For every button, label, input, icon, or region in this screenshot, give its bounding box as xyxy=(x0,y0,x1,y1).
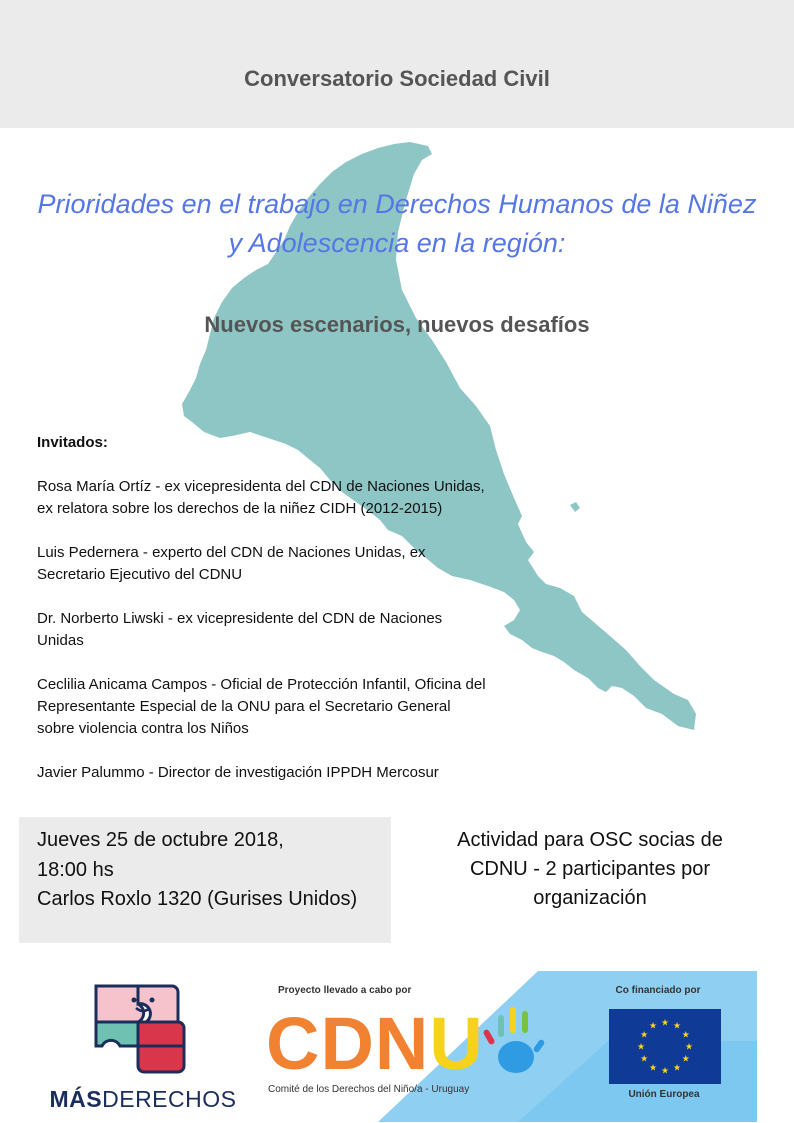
puzzle-icon xyxy=(48,982,238,1082)
eu-star-icon: ★ xyxy=(681,1029,690,1040)
mas-derechos-wordmark-regular: DERECHOS xyxy=(102,1086,237,1112)
eu-star-icon: ★ xyxy=(640,1029,649,1040)
event-time: 18:00 hs xyxy=(37,859,114,881)
guest-line: sobre violencia contra los Niños xyxy=(37,720,249,737)
eu-star-icon: ★ xyxy=(672,1020,682,1031)
event-info-box xyxy=(19,817,391,943)
cdnu-wordmark-main: CDN xyxy=(266,1002,430,1085)
eu-stars xyxy=(609,1009,721,1084)
guest-line: Secretario Ejecutivo del CDNU xyxy=(37,566,243,583)
mas-derechos-wordmark-bold: MÁS xyxy=(49,1086,103,1112)
guest-item xyxy=(37,608,527,652)
cdnu-wordmark-last: U xyxy=(429,1002,484,1085)
eu-star-icon: ★ xyxy=(648,1062,658,1073)
activity-line: Actividad para OSC socias de xyxy=(457,829,723,851)
eu-star-icon: ★ xyxy=(672,1062,682,1073)
cdnu-wordmark xyxy=(266,1002,484,1085)
eu-star-icon: ★ xyxy=(640,1053,649,1064)
eu-caption: Unión Europea xyxy=(628,1089,700,1100)
guests-heading: Invitados: xyxy=(37,434,108,451)
guest-line: Javier Palummo - Director de investigación IPPDH Mercosur xyxy=(37,764,439,781)
proyecto-label: Proyecto llevado a cabo por xyxy=(278,985,412,996)
eu-flag-icon xyxy=(609,1009,721,1084)
guest-line: Dr. Norberto Liwski - ex vicepresidente del CDN de Naciones xyxy=(37,610,443,627)
guest-item xyxy=(37,476,527,520)
mas-derechos-wordmark xyxy=(48,1086,238,1113)
guest-line: Rosa María Ortíz - ex vicepresidenta del CDN de Naciones Unidas, xyxy=(37,478,485,495)
event-date: Jueves 25 de octubre 2018, xyxy=(37,829,284,851)
guest-item xyxy=(37,674,527,740)
guest-line: Representante Especial de la ONU para el Secretario General xyxy=(37,698,451,715)
cofinanciado-label: Co financiado por xyxy=(615,985,701,996)
subtitle: Nuevos escenarios, nuevos desafíos xyxy=(204,312,590,337)
activity-line: organización xyxy=(533,887,647,909)
eu-star-icon: ★ xyxy=(681,1053,690,1064)
sponsor-banner xyxy=(268,971,757,1122)
guest-line: ex relatora sobre los derechos de la niñez CIDH (2012-2015) xyxy=(37,500,443,517)
eu-star-icon: ★ xyxy=(684,1041,694,1052)
header-band xyxy=(0,0,794,128)
main-title xyxy=(10,185,784,263)
main-title-line-1: Prioridades en el trabajo en Derechos Humanos de la Niñez xyxy=(37,189,757,219)
cdnu-caption: Comité de los Derechos del Niño/a - Uruguay xyxy=(268,1084,470,1095)
eu-star-icon: ★ xyxy=(648,1020,658,1031)
eu-star-icon: ★ xyxy=(660,1017,670,1028)
activity-note xyxy=(430,826,750,913)
main-title-line-2: y Adolescencia en la región: xyxy=(228,228,566,258)
guest-line: Luis Pedernera - experto del CDN de Naciones Unidas, ex xyxy=(37,544,426,561)
guest-line: Unidas xyxy=(37,632,84,649)
eu-star-icon: ★ xyxy=(660,1065,670,1076)
activity-line: CDNU - 2 participantes por xyxy=(469,858,711,880)
guest-line: Ceclilia Anicama Campos - Oficial de Protección Infantil, Oficina del xyxy=(37,676,486,693)
guest-item xyxy=(37,542,527,586)
hand-icon xyxy=(480,1001,550,1081)
guest-item xyxy=(37,762,527,784)
mas-derechos-logo xyxy=(48,982,238,1114)
guest-list xyxy=(37,432,527,806)
eu-star-icon: ★ xyxy=(636,1041,646,1052)
event-place: Carlos Roxlo 1320 (Gurises Unidos) xyxy=(37,888,358,910)
header-title: Conversatorio Sociedad Civil xyxy=(244,66,550,91)
